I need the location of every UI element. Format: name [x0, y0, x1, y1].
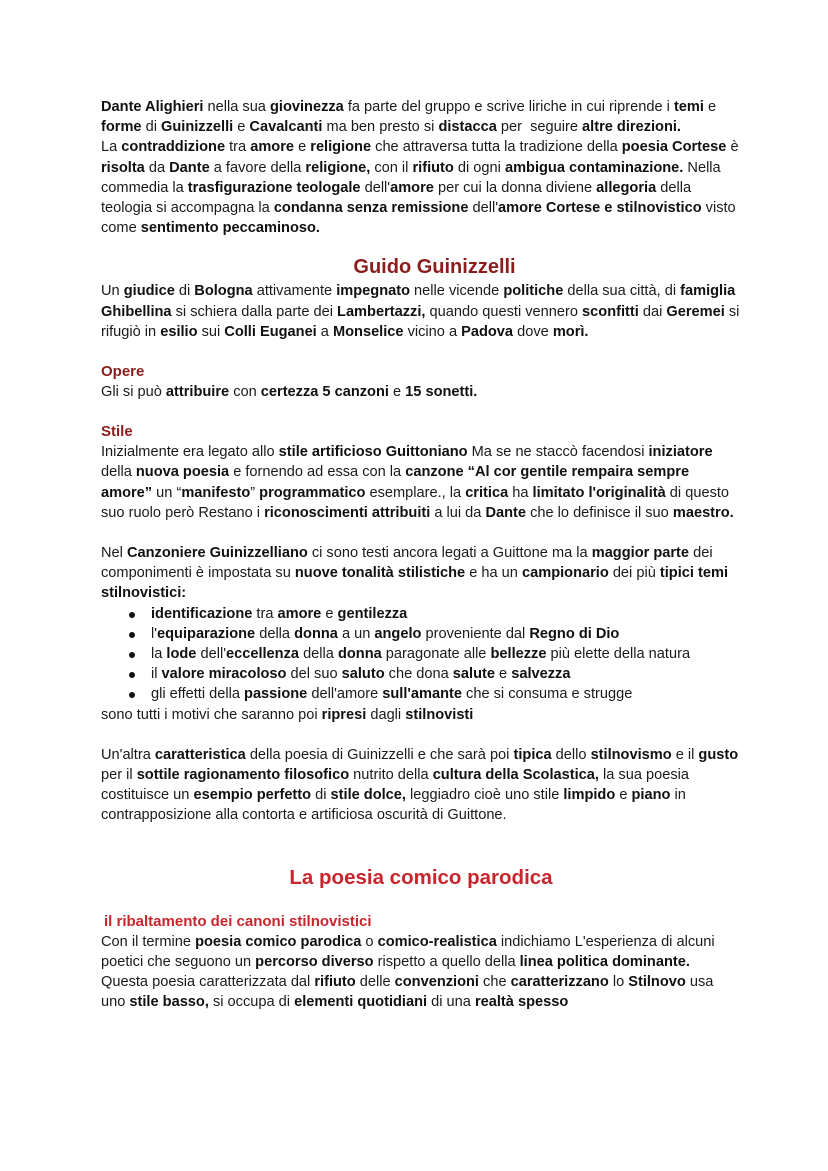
- text: o: [361, 933, 378, 950]
- bold-text: maggior parte: [591, 545, 690, 562]
- bold-text: forme: [101, 119, 142, 136]
- text: si schiera dalla parte dei: [171, 303, 338, 320]
- bold-text: stile artificioso Guittoniano: [278, 444, 468, 461]
- text: nutrito della: [349, 767, 433, 784]
- bold-text: giudice: [123, 283, 175, 300]
- bold-text: stile dolce,: [330, 787, 406, 804]
- text: ci sono testi ancora legati a Guittone ma la: [307, 545, 592, 562]
- text: esemplare., la: [365, 484, 466, 501]
- bold-text: angelo: [374, 625, 422, 642]
- bold-text: linea politica dominante.: [519, 953, 690, 970]
- bold-text: condanna senza remissione: [273, 200, 469, 217]
- document-page: [101, 97, 744, 1013]
- text: dagli: [366, 706, 406, 723]
- bold-text: Stilnovo: [628, 974, 686, 991]
- text: e: [494, 666, 512, 683]
- text: nelle vicende: [410, 283, 504, 300]
- bold-text: canzone “Al cor gentile rempaira sempre amore”: [101, 464, 694, 501]
- bold-text: sull'amante: [382, 686, 462, 703]
- text: della: [101, 444, 717, 481]
- bold-text: limpido: [563, 787, 616, 804]
- text: Nel: [101, 545, 127, 562]
- text: dell': [360, 179, 391, 196]
- text: dove: [513, 323, 553, 340]
- bold-text: Bologna: [194, 283, 253, 300]
- text: della teologia si accompagna la: [101, 179, 696, 217]
- text: della: [299, 646, 338, 663]
- bold-text: altre direzioni.: [582, 119, 681, 136]
- bold-text: amore: [277, 605, 322, 622]
- text: il: [151, 666, 162, 683]
- bold-text: temi: [673, 99, 704, 115]
- bold-text: bellezze: [490, 646, 547, 663]
- bold-text: impegnato: [336, 283, 410, 300]
- bold-text: lode: [166, 646, 197, 663]
- canzoniere-paragraph: [101, 543, 741, 604]
- bold-text: manifesto: [181, 484, 251, 501]
- text: del suo: [286, 666, 342, 683]
- bold-text: gusto: [698, 746, 739, 763]
- text: leggiadro cioè uno stile: [405, 787, 564, 804]
- bold-text: riconoscimenti attribuiti: [264, 504, 431, 521]
- caratteristica-paragraph: [101, 745, 741, 826]
- bold-text: Colli Euganei: [224, 323, 317, 340]
- text: di ogni: [453, 159, 505, 176]
- text: delle: [355, 974, 395, 991]
- text: a: [316, 323, 333, 340]
- bold-text: sentimento peccaminoso.: [140, 220, 320, 237]
- bold-text: risolta: [101, 159, 145, 176]
- stile-paragraph: [101, 442, 741, 523]
- bold-text: identificazione: [151, 605, 253, 622]
- text: Ma se ne staccò facendosi: [467, 444, 649, 461]
- bold-text: Canzoniere Guinizzelliano: [126, 545, 308, 562]
- bold-text: eccellenza: [225, 646, 300, 663]
- bold-text: famiglia Ghibellina: [101, 283, 740, 320]
- text: sui: [197, 323, 225, 340]
- bold-text: caratterizzano: [510, 974, 609, 991]
- text: e: [703, 99, 721, 115]
- bold-text: giovinezza: [269, 99, 344, 115]
- bold-text: ambigua contaminazione.: [504, 159, 684, 176]
- text: che lo definisce il suo: [526, 504, 673, 521]
- bold-text: sconfitti: [582, 303, 639, 320]
- text: dai: [638, 303, 667, 320]
- text: che dona: [384, 666, 453, 683]
- bold-text: salute: [452, 666, 495, 683]
- text: e fornendo ad essa con la: [229, 464, 406, 481]
- bold-text: allegoria: [596, 179, 657, 196]
- bold-text: caratteristica: [154, 746, 246, 763]
- after-list-paragraph: [101, 705, 741, 725]
- bold-text: religione,: [305, 159, 371, 176]
- text: fa parte del gruppo e scrive liriche in cui riprende i: [343, 99, 674, 115]
- bold-text: poesia comico parodica: [195, 933, 362, 950]
- bold-text: convenzioni: [394, 974, 479, 991]
- bold-text: stilnovisti: [405, 706, 474, 723]
- bold-text: gentilezza: [337, 605, 408, 622]
- text: da: [144, 159, 170, 176]
- text: con: [229, 384, 261, 401]
- text: l': [151, 625, 158, 642]
- text: di questo suo ruolo però Restano i: [101, 484, 734, 521]
- list-item: [125, 684, 741, 704]
- bold-text: programmatico: [259, 484, 366, 501]
- subheading-ribaltamento: il ribaltamento dei canoni stilnovistici: [104, 912, 372, 930]
- text: della poesia di Guinizzelli e che sarà poi: [245, 746, 514, 763]
- bold-text: elementi quotidiani: [294, 994, 428, 1011]
- text: e: [615, 787, 632, 804]
- text: che: [478, 974, 511, 991]
- text: dell': [468, 200, 499, 217]
- text: ha: [508, 484, 533, 501]
- text: della: [255, 625, 295, 642]
- bold-text: realtà spesso: [474, 994, 569, 1011]
- text: Inizialmente era legato allo: [101, 444, 279, 461]
- text: vicino a: [403, 323, 462, 340]
- bold-text: amore: [390, 179, 434, 196]
- text: e: [388, 384, 406, 401]
- opere-paragraph: [101, 382, 741, 402]
- text: dell'amore: [307, 686, 383, 703]
- bold-text: campionario: [521, 565, 609, 582]
- bold-text: stilnovismo: [590, 746, 672, 763]
- bold-text: politiche: [503, 283, 564, 300]
- intro-paragraph-contraddizione: [101, 137, 741, 238]
- text: si occupa di: [208, 994, 295, 1011]
- text: Gli si può: [101, 384, 166, 401]
- comico-paragraph: [101, 932, 741, 1013]
- text: La: [101, 139, 122, 156]
- bold-text: stile basso,: [129, 994, 209, 1011]
- text: la sua poesia costituisce un: [101, 767, 694, 804]
- bold-text: attribuire: [165, 384, 230, 401]
- bold-text: Geremei: [666, 303, 725, 320]
- text: un “: [152, 484, 182, 501]
- bold-text: cultura della Scolastica,: [432, 767, 599, 784]
- bold-text: religione: [310, 139, 372, 156]
- text: di: [174, 283, 195, 300]
- text: tra: [225, 139, 251, 156]
- text: quando questi vennero: [425, 303, 583, 320]
- text: attivamente: [252, 283, 337, 300]
- guinizzelli-bio-paragraph: [101, 281, 744, 342]
- bold-text: saluto: [341, 666, 385, 683]
- text: Un: [101, 283, 124, 300]
- text: indichiamo L'esperienza di alcuni poetici che seguono un: [101, 933, 719, 970]
- bold-text: trasfigurazione teologale: [187, 179, 361, 196]
- bold-text: comico-realistica: [377, 933, 497, 950]
- bold-text: Guinizzelli: [161, 119, 234, 136]
- text: e ha un: [465, 565, 522, 582]
- text: a un: [337, 625, 375, 642]
- bold-text: poesia Cortese: [621, 139, 727, 156]
- text: Nella commedia la: [101, 159, 725, 196]
- text: della sua città, di: [563, 283, 681, 300]
- text: per cui la donna diviene: [433, 179, 597, 196]
- bold-text: Dante Alighieri: [101, 99, 204, 115]
- subheading-opere: Opere: [101, 363, 145, 381]
- bold-text: rifiuto: [314, 974, 356, 991]
- bold-text: piano: [631, 787, 671, 804]
- text: di: [141, 119, 162, 136]
- bold-text: limitato l'originalità: [532, 484, 666, 501]
- text: si rifugiò in: [101, 303, 744, 340]
- text: dell': [196, 646, 226, 663]
- list-item: [125, 624, 741, 644]
- bold-text: iniziatore: [648, 444, 713, 461]
- text: ma ben presto si: [322, 119, 439, 136]
- text: per il: [101, 746, 743, 784]
- bold-text: passione: [244, 686, 308, 703]
- bold-text: donna: [294, 625, 338, 642]
- text: proveniente dal: [421, 625, 530, 642]
- text: dei componimenti è impostata su: [101, 545, 717, 582]
- text: sono tutti i motivi che saranno poi: [101, 706, 322, 723]
- bold-text: Dante: [169, 159, 210, 176]
- text: e: [233, 119, 250, 136]
- bold-text: Regno di Dio: [529, 625, 620, 642]
- list-item: [125, 664, 741, 684]
- text: è: [726, 139, 743, 156]
- bold-text: 15 sonetti.: [405, 384, 478, 401]
- text: e: [321, 605, 338, 622]
- bold-text: percorso diverso: [255, 953, 374, 970]
- bold-text: morì.: [552, 323, 589, 340]
- text: a lui da: [430, 504, 486, 521]
- text: Un'altra: [101, 746, 155, 763]
- text: gli effetti della: [151, 686, 245, 703]
- section-title-poesia-comico-parodica: La poesia comico parodica: [289, 865, 553, 889]
- bold-text: Lambertazzi,: [337, 303, 426, 320]
- text: ”: [250, 484, 260, 501]
- text: che si consuma e strugge: [462, 686, 633, 703]
- text: più elette della natura: [546, 646, 691, 663]
- bold-text: Padova: [461, 323, 514, 340]
- bold-text: Monselice: [332, 323, 404, 340]
- bold-text: nuove tonalità stilistiche: [294, 565, 466, 582]
- subheading-stile: Stile: [101, 423, 133, 441]
- list-item: [125, 604, 741, 624]
- text: di: [311, 787, 331, 804]
- bold-text: Cavalcanti: [249, 119, 323, 136]
- text: visto come: [101, 200, 740, 237]
- bold-text: tipici temi stilnovistici:: [101, 565, 733, 602]
- bold-text: esempio perfetto: [193, 787, 312, 804]
- bold-text: Dante: [485, 504, 527, 521]
- text: nella sua: [203, 99, 270, 115]
- text: con il: [370, 159, 413, 176]
- text: di una: [427, 994, 475, 1011]
- text: in contrapposizione alla contorta e artificiosa oscurità di Guittone.: [101, 787, 690, 824]
- text: e: [294, 139, 311, 156]
- text: Questa poesia caratterizzata dal: [101, 953, 694, 991]
- text: per seguire: [496, 119, 583, 136]
- bold-text: distacca: [438, 119, 497, 136]
- list-item: [125, 644, 741, 664]
- text: la: [151, 646, 167, 663]
- bold-text: valore miracoloso: [161, 666, 287, 683]
- bold-text: amore Cortese e stilnovistico: [498, 200, 702, 217]
- intro-paragraph-dante: [101, 97, 741, 137]
- bold-text: esilio: [160, 323, 198, 340]
- text: e il: [671, 746, 699, 763]
- bold-text: nuova poesia: [135, 464, 230, 481]
- text: dei più: [608, 565, 660, 582]
- text: usa uno: [101, 974, 718, 1011]
- text: a favore della: [209, 159, 306, 176]
- text: Con il termine: [101, 933, 196, 950]
- text: lo: [608, 974, 629, 991]
- text: tra: [252, 605, 278, 622]
- bold-text: maestro.: [672, 504, 734, 521]
- bold-text: salvezza: [511, 666, 571, 683]
- bold-text: sottile ragionamento filosofico: [136, 767, 350, 784]
- stilnovistic-themes-list: [101, 604, 741, 705]
- text: dello: [551, 746, 591, 763]
- bold-text: tipica: [513, 746, 552, 763]
- section-title-guinizzelli: Guido Guinizzelli: [353, 256, 516, 279]
- bold-text: critica: [465, 484, 509, 501]
- text: paragonate alle: [381, 646, 491, 663]
- bold-text: amore: [250, 139, 295, 156]
- bold-text: ripresi: [321, 706, 367, 723]
- text: rispetto a quello della: [373, 953, 520, 970]
- bold-text: certezza 5 canzoni: [260, 384, 389, 401]
- bold-text: rifiuto: [412, 159, 454, 176]
- bold-text: contraddizione: [121, 139, 226, 156]
- text: che attraversa tutta la tradizione della: [371, 139, 622, 156]
- bold-text: equiparazione: [157, 625, 256, 642]
- bold-text: donna: [337, 646, 382, 663]
